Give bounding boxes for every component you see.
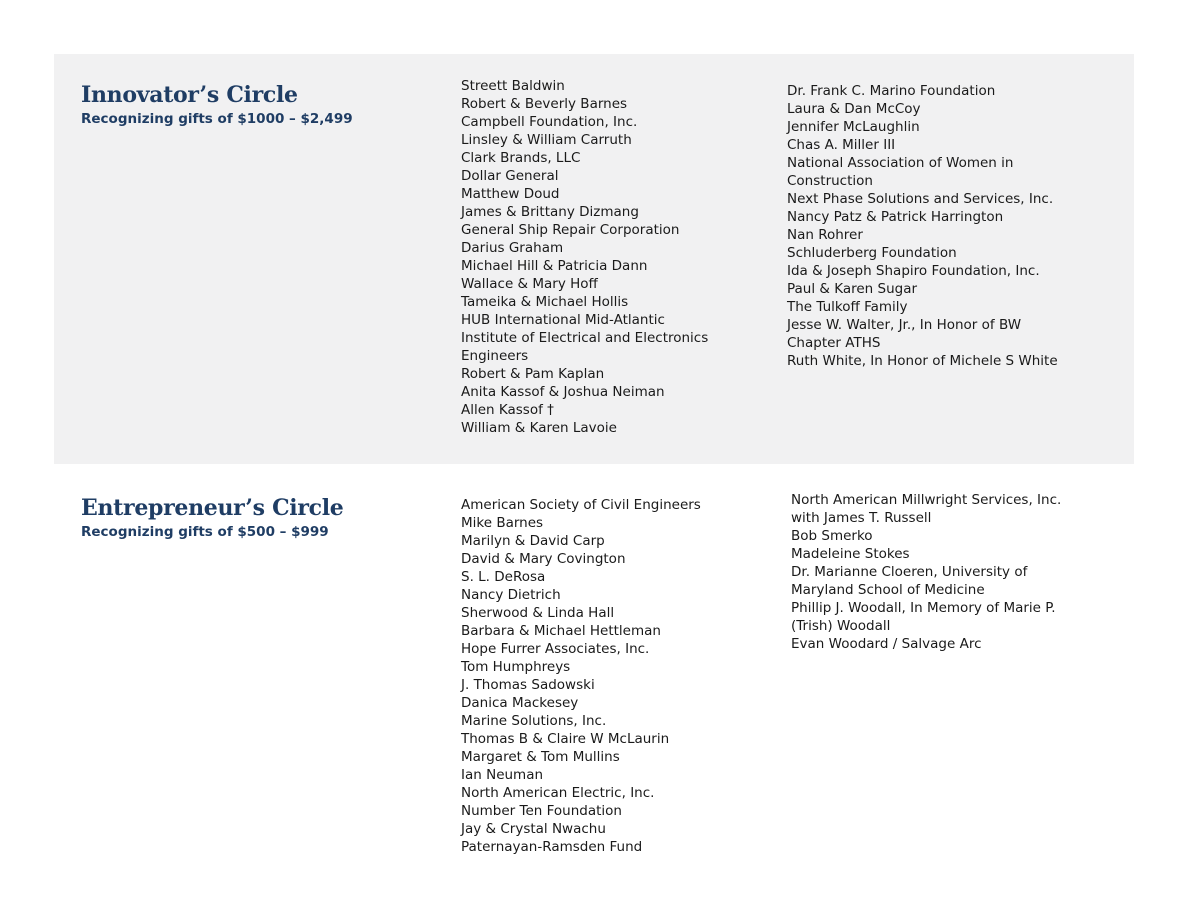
donor-name: Darius Graham (461, 240, 564, 256)
donor-name: Streett Baldwin (461, 78, 565, 94)
donor-name: Bob Smerko (791, 528, 873, 544)
donor-name: Tom Humphreys (461, 659, 571, 675)
donor-name: Chas A. Miller III (787, 137, 896, 153)
donor-name: Matthew Doud (461, 186, 560, 202)
donor-name: S. L. DeRosa (461, 569, 546, 585)
donor-name: Thomas B & Claire W McLaurin (461, 731, 670, 747)
donor-name: Nan Rohrer (787, 227, 863, 243)
donor-name: David & Mary Covington (461, 551, 626, 567)
donor-name: Laura & Dan McCoy (787, 101, 921, 117)
donor-name: National Association of Women in Construction (787, 155, 1014, 189)
donor-name: General Ship Repair Corporation (461, 222, 680, 238)
donor-name: Barbara & Michael Hettleman (461, 623, 661, 639)
entrepreneurs-heading (81, 495, 343, 542)
donor-name: Linsley & William Carruth (461, 132, 632, 148)
donor-name: Jennifer McLaughlin (787, 119, 920, 135)
donor-name: J. Thomas Sadowski (461, 677, 595, 693)
donor-name: Nancy Dietrich (461, 587, 561, 603)
donor-name: Robert & Pam Kaplan (461, 366, 605, 382)
donor-name: Margaret & Tom Mullins (461, 749, 620, 765)
donor-list-column-1 (461, 496, 726, 856)
donor-name: Phillip J. Woodall, In Memory of Marie P. (Trish) Woodall (791, 600, 1056, 634)
donor-name: Tameika & Michael Hollis (461, 294, 629, 310)
donor-name: Anita Kassof & Joshua Neiman (461, 384, 665, 400)
donor-name: North American Millwright Services, Inc. with James T. Russell (791, 492, 1062, 526)
donor-list-column-2 (787, 82, 1077, 370)
donor-name: Clark Brands, LLC (461, 150, 581, 166)
donor-name: Next Phase Solutions and Services, Inc. (787, 191, 1054, 207)
donor-list-column-2 (791, 491, 1081, 653)
donor-name: Mike Barnes (461, 515, 544, 531)
donor-name: Institute of Electrical and Electronics Engineers (461, 330, 709, 364)
donor-name: Danica Mackesey (461, 695, 579, 711)
donor-name: Dr. Frank C. Marino Foundation (787, 83, 996, 99)
donor-name: Evan Woodard / Salvage Arc (791, 636, 982, 652)
donor-name: HUB International Mid-Atlantic (461, 312, 665, 328)
donor-name: Hope Furrer Associates, Inc. (461, 641, 650, 657)
donor-name: William & Karen Lavoie (461, 420, 617, 436)
section-subtitle: Recognizing gifts of $500 – $999 (81, 524, 329, 540)
donor-name: Sherwood & Linda Hall (461, 605, 615, 621)
section-subtitle: Recognizing gifts of $1000 – $2,499 (81, 111, 353, 127)
donor-name: Ruth White, In Honor of Michele S White (787, 353, 1058, 369)
donor-name: Paternayan-Ramsden Fund (461, 839, 643, 855)
donor-name: American Society of Civil Engineers (461, 497, 701, 513)
innovators-circle-section (54, 54, 1134, 464)
donor-name: Dollar General (461, 168, 559, 184)
section-title: Entrepreneur’s Circle (81, 495, 344, 521)
donor-name: The Tulkoff Family (787, 299, 908, 315)
donor-name: Nancy Patz & Patrick Harrington (787, 209, 1004, 225)
donor-name: Jesse W. Walter, Jr., In Honor of BW Chapter ATHS (787, 317, 1022, 351)
donor-name: North American Electric, Inc. (461, 785, 655, 801)
donor-name: James & Brittany Dizmang (461, 204, 639, 220)
donor-name: Wallace & Mary Hoff (461, 276, 598, 292)
donor-list-column-1 (461, 77, 726, 437)
donor-name: Number Ten Foundation (461, 803, 622, 819)
donor-name: Ian Neuman (461, 767, 544, 783)
donor-name: Michael Hill & Patricia Dann (461, 258, 648, 274)
section-title: Innovator’s Circle (81, 82, 298, 108)
donor-name: Jay & Crystal Nwachu (461, 821, 606, 837)
donor-name: Ida & Joseph Shapiro Foundation, Inc. (787, 263, 1040, 279)
donor-name: Schluderberg Foundation (787, 245, 957, 261)
entrepreneurs-circle-section (54, 464, 1134, 894)
donor-name: Robert & Beverly Barnes (461, 96, 628, 112)
innovators-heading (81, 82, 353, 129)
donor-name: Paul & Karen Sugar (787, 281, 918, 297)
donor-name: Marine Solutions, Inc. (461, 713, 607, 729)
donor-name: Marilyn & David Carp (461, 533, 605, 549)
donor-name: Madeleine Stokes (791, 546, 910, 562)
donor-name: Dr. Marianne Cloeren, University of Maryland School of Medicine (791, 564, 1028, 598)
donor-name: Allen Kassof † (461, 402, 554, 418)
donor-name: Campbell Foundation, Inc. (461, 114, 638, 130)
